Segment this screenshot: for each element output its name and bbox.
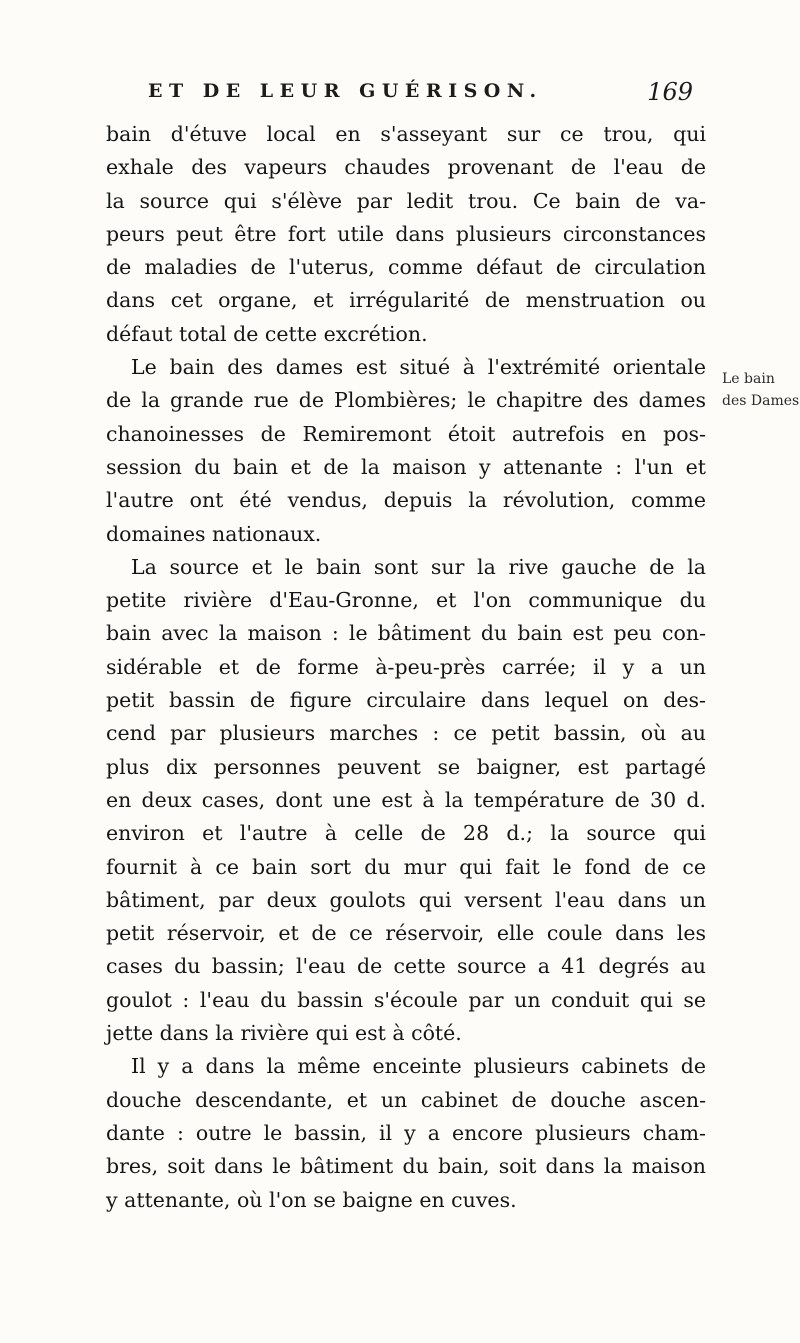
text-line: sidérable et de forme à-peu-près carrée; il y a un [106,654,706,679]
body-text [106,118,706,1217]
text-line: bres, soit dans le bâtiment du bain, soit dans la maison [106,1154,706,1179]
text-line: cend par plusieurs marches : ce petit bassin, où au [106,721,706,746]
text-line: La source et le bain sont sur la rive gauche de la [131,554,706,579]
text-line: de la grande rue de Plombières; le chapitre des dames [106,388,706,413]
text-line: bâtiment, par deux goulots qui versent l'eau dans un [106,887,706,912]
page-header [148,80,693,114]
text-line: goulot : l'eau du bassin s'écoule par un conduit qui se [106,987,706,1012]
text-line: exhale des vapeurs chaudes provenant de l'eau de [106,155,706,180]
text-line: bain avec la maison : le bâtiment du bain est peu con- [106,621,706,646]
page-number: 169 [647,78,693,106]
text-line: bain d'étuve local en s'asseyant sur ce trou, qui [106,122,706,146]
text-line: la source qui s'élève par ledit trou. Ce bain de va- [106,188,706,213]
text-line: peurs peut être fort utile dans plusieurs circonstances [106,221,706,246]
text-line: jette dans la rivière qui est à côté. [106,1021,462,1046]
text-line: dans cet organe, et irrégularité de menstruation ou [106,288,706,313]
text-line: Il y a dans la même enceinte plusieurs cabinets de [131,1054,706,1079]
text-line: chanoinesses de Remiremont étoit autrefois en pos- [106,421,706,446]
running-head: ET DE LEUR GUÉRISON. [148,80,543,102]
margin-note-line: des Dames [722,393,800,409]
text-line: y attenante, où l'on se baigne en cuves. [106,1187,517,1212]
text-line: domaines nationaux. [106,521,322,546]
text-line: petit réservoir, et de ce réservoir, elle coule dans les [106,921,706,946]
text-line: session du bain et de la maison y attenante : l'un et [106,454,706,479]
text-line: douche descendante, et un cabinet de douche ascen- [106,1087,706,1112]
margin-note-line: Le bain [722,371,775,387]
text-line: dante : outre le bassin, il y a encore plusieurs cham- [106,1120,706,1145]
text-line: en deux cases, dont une est à la température de 30 d. [106,787,706,812]
margin-note [722,368,800,412]
text-line: Le bain des dames est situé à l'extrémité orientale [131,355,706,380]
text-line: environ et l'autre à celle de 28 d.; la source qui [106,821,706,846]
text-line: fournit à ce bain sort du mur qui fait le fond de ce [106,854,706,879]
text-line: cases du bassin; l'eau de cette source a 41 degrés au [106,954,706,979]
text-line: défaut total de cette excrétion. [106,321,428,346]
text-line: plus dix personnes peuvent se baigner, est partagé [106,754,706,779]
text-line: petite rivière d'Eau-Gronne, et l'on communique du [106,588,706,613]
text-line: petit bassin de figure circulaire dans lequel on des- [106,688,706,713]
text-line: de maladies de l'uterus, comme défaut de circulation [106,255,706,280]
text-line: l'autre ont été vendus, depuis la révolution, comme [106,488,706,513]
